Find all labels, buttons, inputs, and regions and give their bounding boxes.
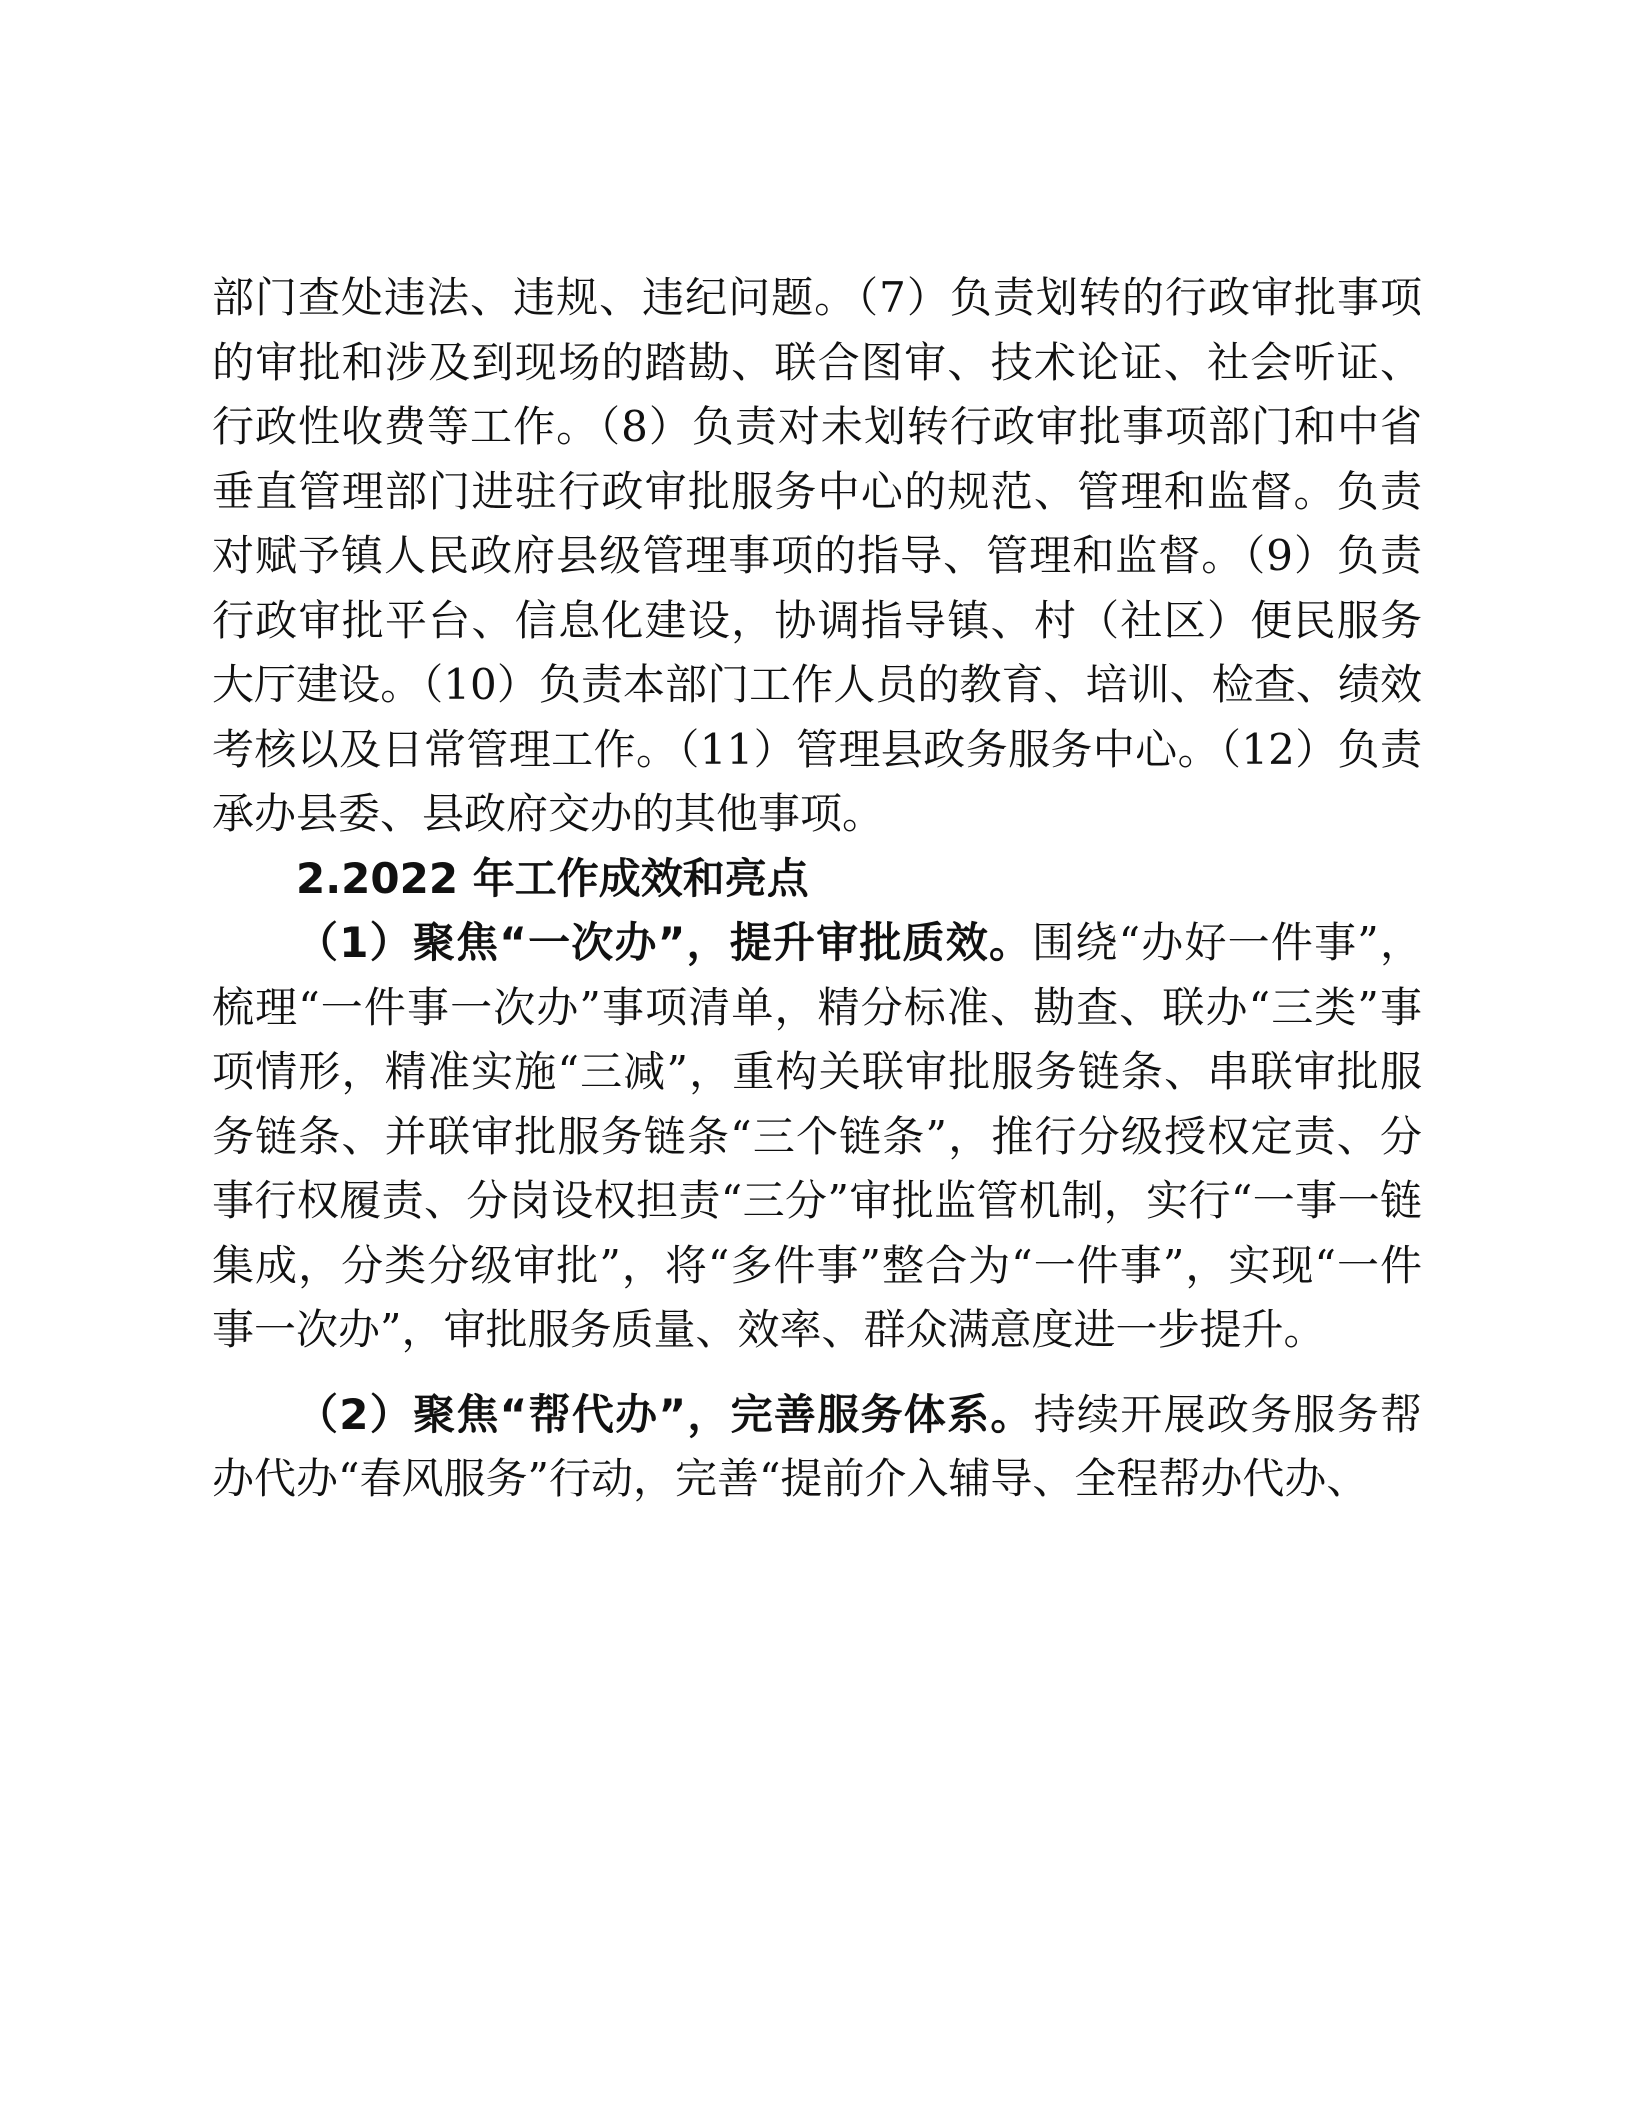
paragraph-item-1	[212, 911, 1422, 1363]
item-2-lead: （2）聚焦“帮代办”，完善服务体系。	[296, 1389, 1034, 1439]
paragraph-gap	[212, 1363, 1422, 1383]
item-1-lead: （1）聚焦“一次办”，提升审批质效。	[296, 918, 1033, 967]
section-heading: 2.2022 年工作成效和亮点	[296, 853, 809, 903]
paragraph-responsibilities: 部门查处违法、违规、违纪问题。（7）负责划转的行政审批事项的审批和涉及到现场的踏勘、联合图审、技术论证、社会听证、行政性收费等工作。（8）负责对未划转行政审批事项部门和中省垂直管理部门进驻行政审批服务中心的规范、管理和监督。负责对赋予镇人民政府县级管理事项的指导、管理和监督。（9）负责行政审批平台、信息化建设，协调指导镇、村（社区）便民服务大厅建设。（10）负责本部门工作人员的教育、培训、检查、绩效考核以及日常管理工作。（11）管理县政务服务中心。（12）负责承办县委、县政府交办的其他事项。	[212, 273, 1422, 838]
item-1-body: 围绕“办好一件事”，梳理“一件事一次办”事项清单，精分标准、勘查、联办“三类”事项情形，精准实施“三减”，重构关联审批服务链条、串联审批服务链条、并联审批服务链条“三个链条”，推行分级授权定责、分事行权履责、分岗设权担责“三分”审批监管机制，实行“一事一链集成，分类分级审批”，将“多件事”整合为“一件事”，实现“一件事一次办”，审批服务质量、效率、群众满意度进一步提升。	[212, 918, 1422, 1354]
paragraph-item-2	[212, 1383, 1422, 1512]
item-2-body: 持续开展政务服务帮办代办“春风服务”行动，完善“提前介入辅导、全程帮办代办、	[212, 1389, 1422, 1503]
document-body	[212, 266, 1422, 1512]
